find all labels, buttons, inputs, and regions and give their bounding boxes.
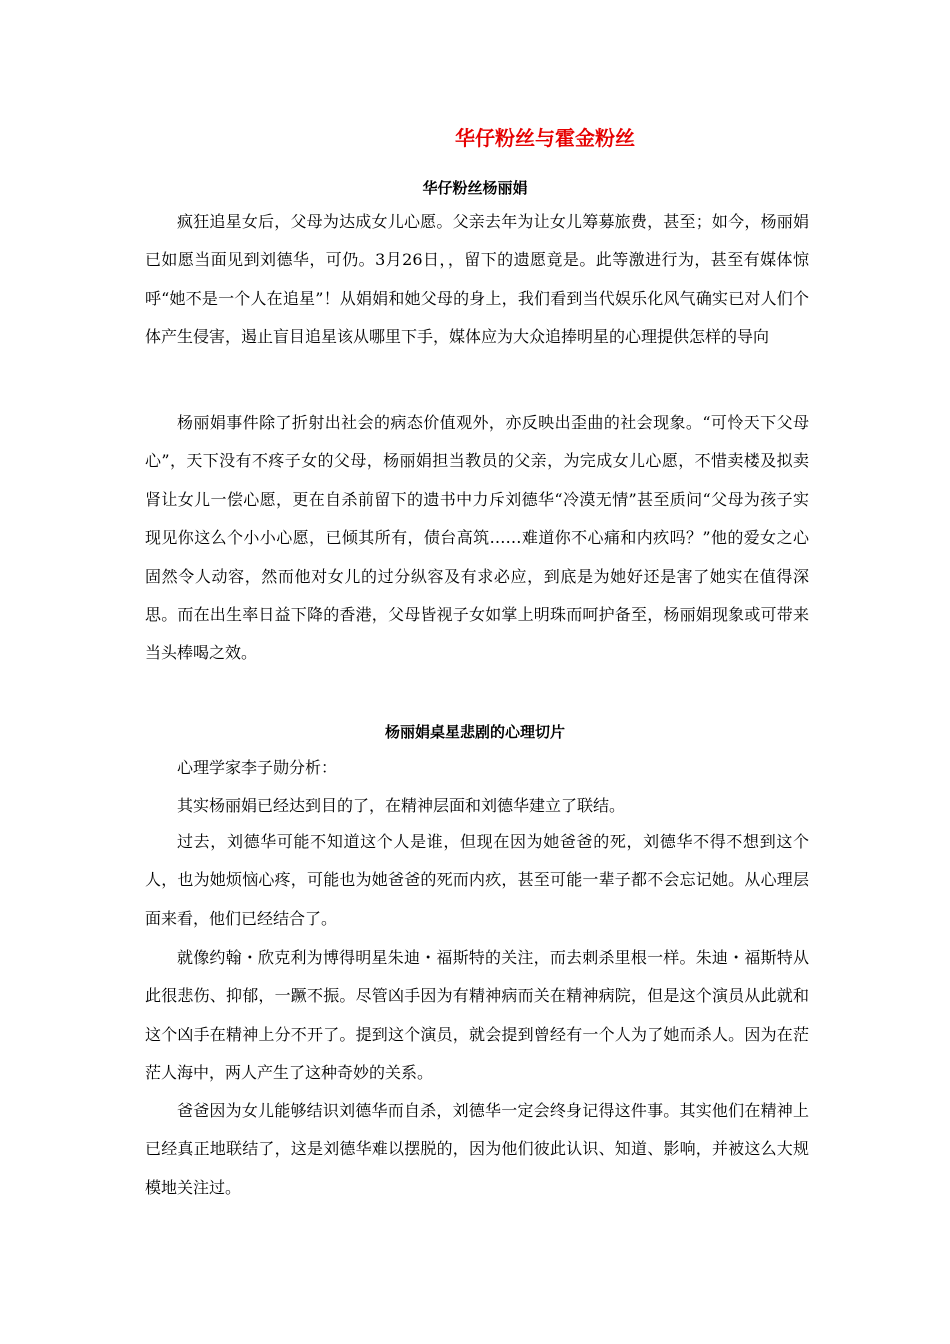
section2-paragraph-1: 心理学家李子勋分析： [177, 758, 338, 777]
section1-paragraph-2: 杨丽娟事件除了折射出社会的病态价值观外，亦反映出歪曲的社会现象。“可怜天下父母心”，天下没有不疼子女的父母，杨丽娟担当教员的父亲，为完成女儿心愿，不惜卖楼及拟卖肾让女儿一偿心愿，更在自杀前留下的遗书中力斥刘德华“冷漠无情”甚至质问“父母为孩子实现见你这么个小小心愿，已倾其所有，债台高筑……难道你不心痛和内疚吗？”他的爱女之心固然令人动容，然而他对女儿的过分纵容及有求必应，到底是为她好还是害了她实在值得深思。而在出生率日益下降的香港，父母皆视子女如掌上明珠而呵护备至，杨丽娟现象或可带来当头棒喝之效。 [145, 413, 809, 663]
section2-paragraph-4: 就像约翰・欣克利为博得明星朱迪・福斯特的关注，而去刺杀里根一样。朱迪・福斯特从此很悲伤、抑郁，一蹶不振。尽管凶手因为有精神病而关在精神病院，但是这个演员从此就和这个凶手在精神上分不开了。提到这个演员，就会提到曾经有一个人为了她而杀人。因为在茫茫人海中，两人产生了这种奇妙的关系。 [145, 948, 809, 1083]
section2-paragraph-5: 爸爸因为女儿能够结识刘德华而自杀，刘德华一定会终身记得这件事。其实他们在精神上已经真正地联结了，这是刘德华难以摆脱的，因为他们彼此认识、知道、影响，并被这么大规模地关注过。 [145, 1101, 809, 1197]
section2-paragraph-3: 过去，刘德华可能不知道这个人是谁，但现在因为她爸爸的死，刘德华不得不想到这个人，也为她烦恼心疼，可能也为她爸爸的死而内疚，甚至可能一辈子都不会忘记她。从心理层面来看，他们已经结合了。 [145, 832, 809, 928]
document-title: 华仔粉丝与霍金粉丝 [455, 126, 635, 150]
section1-heading: 华仔粉丝杨丽娟 [422, 179, 528, 197]
section2-heading: 杨丽娟桌星悲剧的心理切片 [384, 723, 565, 741]
section2-paragraph-2: 其实杨丽娟已经达到目的了，在精神层面和刘德华建立了联结。 [177, 796, 626, 815]
section1-paragraph-1: 疯狂追星女后，父母为达成女儿心愿。父亲去年为让女儿筹募旅费，甚至；如今，杨丽娟已如愿当面见到刘德华，可仍。3月26日，，留下的遗愿竟是。此等激进行为，甚至有媒体惊呼“她不是一个人在追星”！从娟娟和她父母的身上，我们看到当代娱乐化风气确实已对人们个体产生侵害，遏止盲目追星该从哪里下手，媒体应为大众追捧明星的心理提供怎样的导向 [145, 212, 809, 347]
